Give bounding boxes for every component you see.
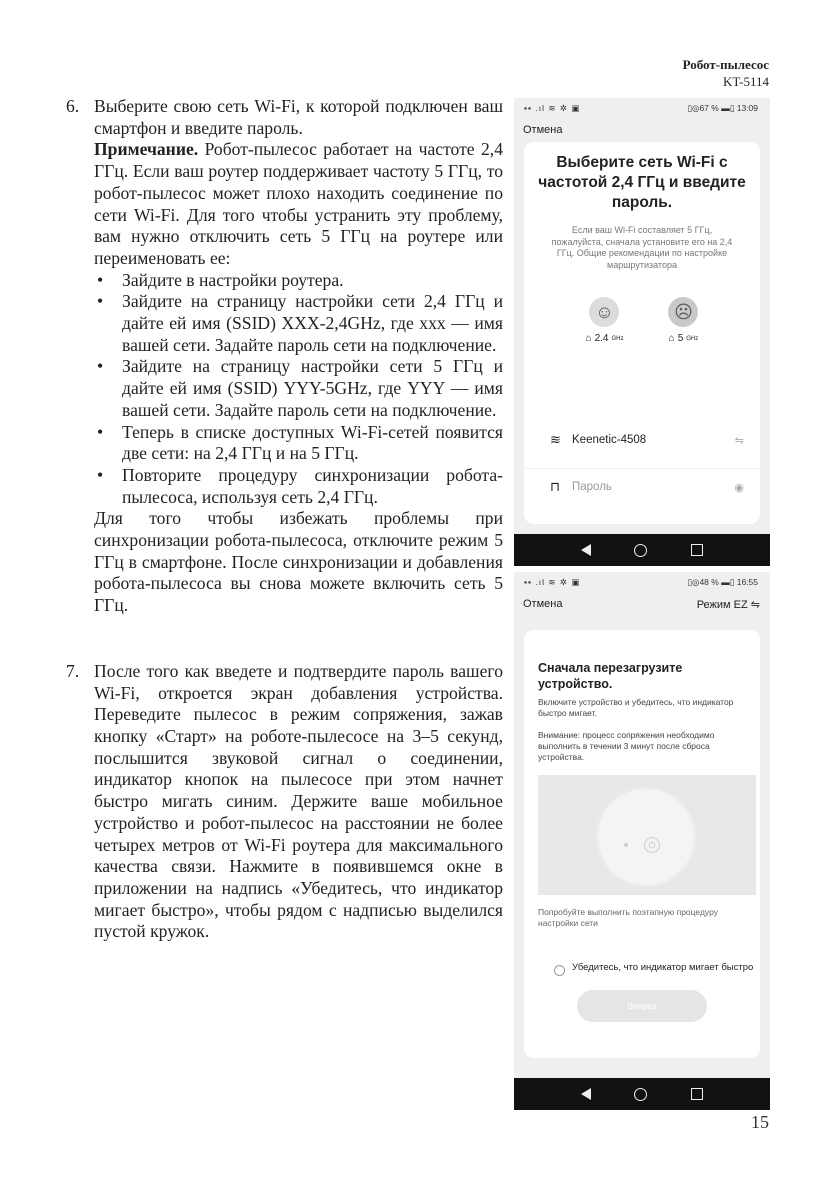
router-icon: ⌂ bbox=[668, 333, 675, 344]
reset-card bbox=[524, 630, 760, 1058]
header-title: Робот-пылесос bbox=[682, 57, 769, 72]
wifi-icon: ≋ bbox=[550, 432, 561, 447]
step-6-number: 6. bbox=[66, 96, 80, 116]
bullet-text: Повторите процедуру синхронизации робота-пылесоса, используя сеть 2,4 ГГц. bbox=[122, 464, 503, 507]
indicator-led bbox=[624, 843, 628, 847]
recents-icon[interactable] bbox=[691, 544, 703, 556]
step-7 bbox=[66, 661, 503, 943]
top-bar bbox=[514, 592, 770, 616]
confirm-blink-label: Убедитесь, что индикатор мигает быстро bbox=[572, 962, 754, 973]
power-icon: ⏻ bbox=[644, 837, 660, 853]
freq-24-label: 2.4 bbox=[594, 333, 609, 344]
switch-network-icon[interactable]: ⇋ bbox=[734, 434, 744, 447]
ez-mode-button[interactable]: Режим EZ ⇋ bbox=[696, 598, 760, 611]
phone-screenshot-reset bbox=[514, 572, 770, 1110]
sad-face-icon: ☹ bbox=[668, 297, 698, 327]
home-icon[interactable] bbox=[634, 544, 647, 557]
note-label: Примечание. bbox=[94, 139, 199, 160]
bullet-text: Зайдите на страницу настройки сети 2,4 ГГц и дайте ей имя (SSID) XXX-2,4GHz, где xxx — имя вашей сети. Задайте пароль сети на подключение. bbox=[122, 291, 503, 355]
password-field[interactable] bbox=[524, 468, 760, 505]
next-button[interactable]: Вперед bbox=[577, 990, 707, 1022]
home-icon[interactable] bbox=[634, 1088, 647, 1101]
bullet-item: • Зайдите на страницу настройки сети 5 ГГц и дайте ей имя (SSID) YYY-5GHz, где YYY — имя вашей сети. Задайте пароль сети на подключение. bbox=[97, 356, 503, 420]
lock-icon: ⊓ bbox=[550, 479, 561, 494]
step-6-tail: Для того чтобы избежать проблемы при синхронизации робота-пылесоса, отключите режим 5 ГГц в смартфоне. После синхронизации и добавления робота-пылесоса вы снова можете включить сеть 5 ГГц. bbox=[94, 508, 503, 616]
status-icons-right: ▯◎67 % ▬▯ 13:09 bbox=[687, 102, 758, 113]
top-bar bbox=[514, 118, 770, 142]
freq-24-option bbox=[586, 297, 624, 344]
status-bar bbox=[514, 98, 770, 118]
step-6 bbox=[66, 96, 503, 617]
step-7-number: 7. bbox=[66, 660, 80, 681]
page-header bbox=[683, 56, 769, 90]
bullet-item: • Теперь в списке доступных Wi-Fi-сетей появится две сети: на 2,4 ГГц и на 5 ГГц. bbox=[97, 421, 503, 464]
robot-vacuum-image bbox=[596, 787, 696, 887]
android-nav-bar bbox=[514, 534, 770, 566]
status-icons-left: ▪▪ .ıl ≋ ✲ ▣ bbox=[524, 102, 581, 113]
router-icon: ⌂ bbox=[585, 333, 592, 344]
bullet-item: • Зайдите в настройки роутера. bbox=[97, 269, 344, 290]
status-bar bbox=[514, 572, 770, 592]
wifi-title: Выберите сеть Wi-Fi с частотой 2,4 ГГц и введите пароль. bbox=[538, 154, 746, 211]
back-icon[interactable] bbox=[581, 544, 591, 556]
network-select-row[interactable] bbox=[524, 422, 760, 458]
step-6-lead: Выберите свою сеть Wi-Fi, к которой подключен ваш смартфон и введите пароль. bbox=[94, 96, 503, 138]
freq-5-label: 5 bbox=[677, 333, 684, 344]
cancel-button[interactable]: Отмена bbox=[523, 598, 563, 610]
radio-circle-icon[interactable] bbox=[554, 965, 565, 976]
wifi-note: Если ваш Wi-Fi составляет 5 ГГц, пожалуйста, сначала установите его на 2,4 ГГц. Общие рекомендации по настройке маршрутизатора bbox=[551, 225, 733, 270]
bullet-item: • Повторите процедуру синхронизации робота-пылесоса, используя сеть 2,4 ГГц. bbox=[97, 464, 503, 507]
freq-5-option bbox=[668, 297, 698, 344]
step-7-text: После того как введете и подтвердите пароль вашего Wi-Fi, откроется экран добавления устройства. Переведите пылесос в режим сопряжения, зажав кнопку «Старт» на роботе-пылесосе на 3–5 секунд, послышится звуковой сигнал о соединении, индикатор кнопок на пылесосе при этом начнет быстро мигать синим. Держите ваше мобильное устройство и робот-пылесос на расстоянии не более четырех метров от Wi-Fi роутера для максимального качества связи. Нажмите в появившемся окне в приложении на надпись «Убедитесь, что индикатор мигает быстро», чтобы рядом с надписью выделился пустой кружок. bbox=[94, 660, 503, 942]
frequency-options bbox=[524, 297, 760, 344]
wifi-card bbox=[524, 142, 760, 524]
status-icons-right: ▯◎48 % ▬▯ 16:55 bbox=[687, 576, 758, 587]
phone-screenshot-wifi bbox=[514, 98, 770, 566]
page-number: 15 bbox=[751, 1112, 769, 1132]
bullet-item: • Зайдите на страницу настройки сети 2,4 ГГц и дайте ей имя (SSID) XXX-2,4GHz, где xxx — имя вашей сети. Задайте пароль сети на подключение. bbox=[97, 291, 503, 355]
password-placeholder: Пароль bbox=[572, 481, 612, 493]
header-model: KT-5114 bbox=[723, 74, 769, 89]
smile-icon: ☺ bbox=[589, 297, 619, 327]
android-nav-bar bbox=[514, 1078, 770, 1110]
recents-icon[interactable] bbox=[691, 1088, 703, 1100]
reset-warning: Внимание: процесс сопряжения необходимо выполнить в течении 3 минут после сброса устройства. bbox=[538, 730, 715, 762]
bullet-text: Теперь в списке доступных Wi-Fi-сетей появится две сети: на 2,4 ГГц и на 5 ГГц. bbox=[122, 421, 503, 464]
bullet-text: Зайдите на страницу настройки сети 5 ГГц и дайте ей имя (SSID) YYY-5GHz, где YYY — имя вашей сети. Задайте пароль сети на подключение. bbox=[122, 356, 503, 420]
confirm-blink-checkbox[interactable] bbox=[554, 961, 760, 976]
bullet-text: Зайдите в настройки роутера. bbox=[122, 269, 344, 290]
status-icons-left: ▪▪ .ıl ≋ ✲ ▣ bbox=[524, 576, 581, 587]
reset-title: Сначала перезагрузите устройство. bbox=[538, 661, 683, 691]
network-name: Keenetic-4508 bbox=[572, 434, 647, 446]
cancel-button[interactable]: Отмена bbox=[523, 124, 563, 136]
freq-5-unit: GHz bbox=[686, 335, 699, 342]
step-6-note bbox=[94, 139, 503, 269]
back-icon[interactable] bbox=[581, 1088, 591, 1100]
instructions-text bbox=[66, 96, 503, 943]
reset-subtitle: Включите устройство и убедитесь, что индикатор быстро мигает. bbox=[538, 697, 734, 718]
note-text: Робот-пылесос работает на частоте 2,4 ГГц. Если ваш роутер поддерживает частоту 5 ГГц, то робот-пылесос может плохо находить соединение по сети Wi-Fi. Для того чтобы устранить эту проблему, вам нужно отключить сеть 5 ГГц на роутере или переименовать ее: bbox=[94, 139, 503, 268]
robot-illustration bbox=[538, 775, 756, 895]
eye-icon[interactable]: ◉ bbox=[734, 481, 744, 494]
freq-24-unit: GHz bbox=[611, 335, 624, 342]
step-by-step-link[interactable]: Попробуйте выполнить поэтапную процедуру настройки сети bbox=[538, 907, 718, 928]
